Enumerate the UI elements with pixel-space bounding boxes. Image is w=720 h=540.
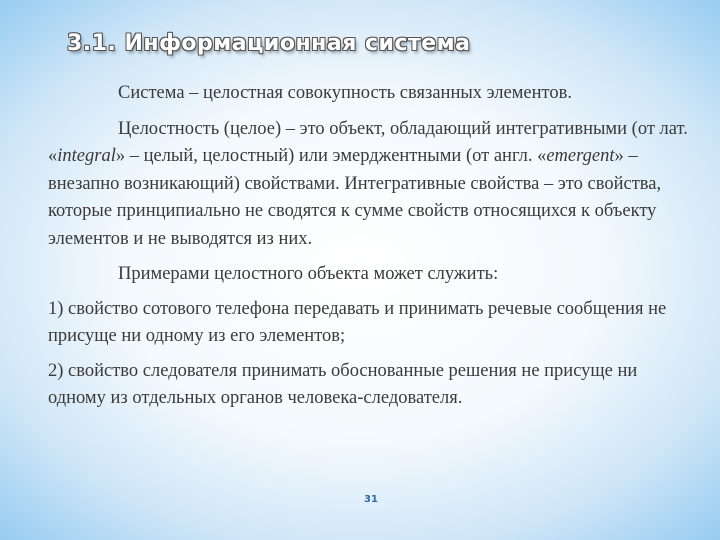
integrity-text-a: (целое) – это объект, обладающий интегративными (от лат. « (48, 118, 688, 166)
term-integrity: Целостность (118, 118, 220, 139)
slide-title: 3.1. Информационная система (67, 31, 471, 56)
paragraph-integrity-definition (48, 116, 688, 254)
term-system: Система (118, 83, 185, 103)
system-definition-text: – целостная совокупность связанных элементов. (184, 83, 572, 103)
paragraph-system-definition (48, 80, 688, 108)
latin-word: integral (57, 146, 116, 166)
integrity-text-b: » – целый, целостный) или эмерджентными (от англ. « (115, 146, 547, 166)
slide-body (48, 80, 688, 413)
paragraph-examples-intro: Примерами целостного объекта может служить: (118, 264, 499, 284)
english-word: emergent (546, 146, 615, 166)
example-item-2: 2) свойство следователя принимать обоснованные решения не присуще ни одному из отдельных органов человека-следователя. (48, 360, 638, 408)
integrity-text-c: » – внезапно возникающий) свойствами. Интегративные свойства – это свойства, которые принципиально не сводятся к сумме свойств относящихся к объекту элементов и не выводятся из них. (48, 146, 662, 249)
example-item-1: 1) свойство сотового телефона передавать и принимать речевые сообщения не присуще ни одному из его элементов; (48, 298, 667, 346)
page-number: 31 (364, 494, 378, 505)
